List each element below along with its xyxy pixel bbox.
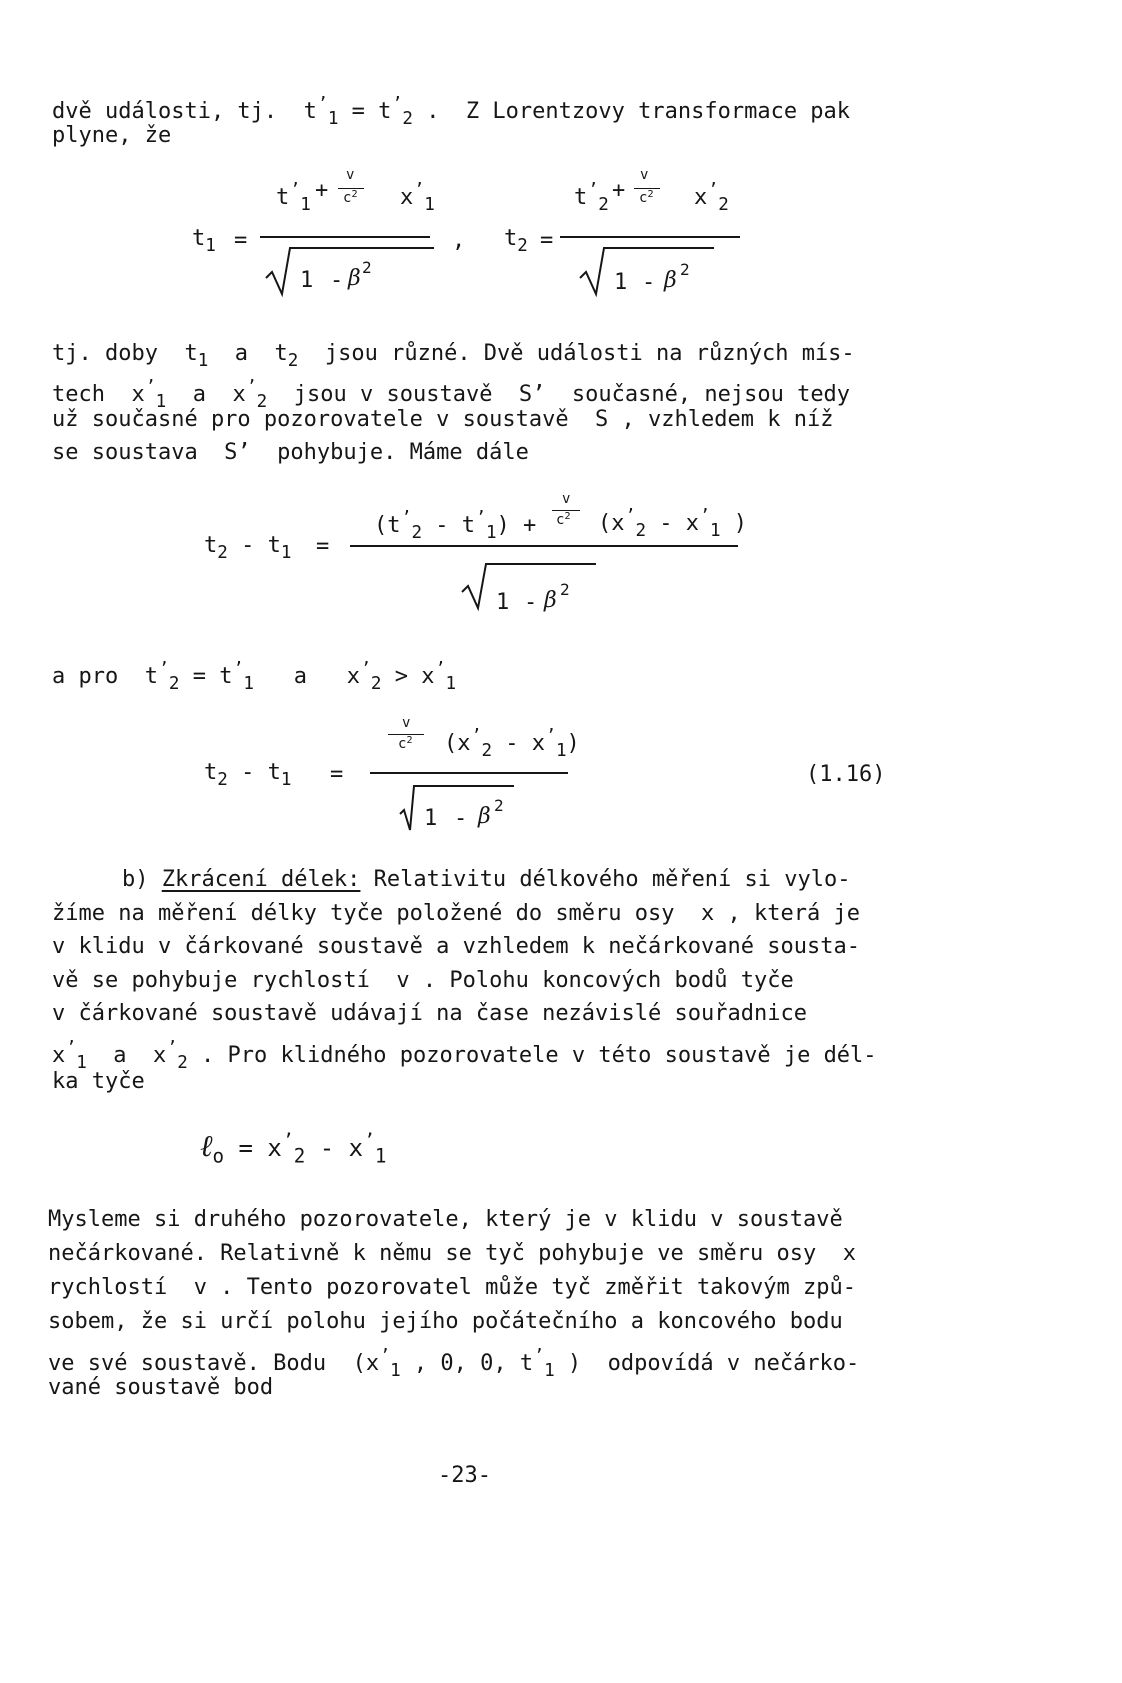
text-line: vané soustavě bod xyxy=(48,1375,274,1400)
text-line: v čárkované soustavě udávají na čase nezávislé souřadnice xyxy=(52,1001,807,1026)
section-heading: Zkrácení délek: xyxy=(161,867,361,892)
text-line: v klidu v čárkované soustavě a vzhledem k nečárkované sousta- xyxy=(52,934,860,959)
text-line: a pro $t^’_2 = t^’_1$ a $x^’_2 > x^’_1$ xyxy=(52,659,457,695)
text-line: se soustava S’ pohybuje. Máme dále xyxy=(52,440,529,465)
text-line: Mysleme si druhého pozorovatele, který je v klidu v soustavě xyxy=(48,1207,843,1232)
text-line: žíme na měření délky tyče položené do směru osy x , která je xyxy=(52,901,860,926)
page-number: -23- xyxy=(438,1463,491,1488)
text-line: dvě události, tj. $t^’_1 = t^’_2$ . Z Lorentzovy transformace pak xyxy=(52,94,851,130)
equation-number: (1.16) xyxy=(806,762,886,787)
text-line: vě se pohybuje rychlostí v . Polohu koncových bodů tyče xyxy=(52,968,794,993)
text-line: plyne, že xyxy=(52,123,172,148)
text-line: rychlostí v . Tento pozorovatel může tyč změřit takovým způ- xyxy=(48,1275,856,1300)
text-line: nečárkované. Relativně k němu se tyč pohybuje ve směru osy x xyxy=(48,1241,856,1266)
text-line: b) Zkrácení délek: Relativitu délkového měření si vylo- xyxy=(122,867,851,892)
equation-rest-length: ℓ$_o$ = $x^’_2 - x^’_1$ xyxy=(200,1129,387,1168)
text-line: už současné pro pozorovatele v soustavě S , vzhledem k níž xyxy=(52,407,834,432)
document-page: dvě události, tj. $t^’_1 = t^’_2$ . Z Lorentzovy transformace pak plyne, že $t_1$ = $t^’_1$ + v $c^2$ $x^’_1$ 1 - β 2 , $t_2$ = $t^’_2$ + v $c^2$ $x^’_2$ 1 - β 2 tj. doby $t_1$ a $t_2$ jsou různé. Dvě události na různých mís- tech $x^’_1$ a $x^’_2$ jsou v soustavě S’ současné, nejsou tedy už současné pro pozorovatele v soustavě S , vzhledem k níž se soustava S’ pohybuje. Máme dále $t_2 - t_1$ = $(t^’_2 - t^’_1)$ + v $c^2$ ($x^’_2 - x^’_1$ ) 1 - β 2 a pro $t^’_2 = t^’_1$ a $x^’_2 > x^’_1$ $t_2 - t_1$ = v $c^2$ $(x^’_2 - x^’_1)$ 1 - β 2 (1.16) b) Zkrácení délek: Relativitu délkového měření si vylo- žíme na měření délky tyče položené do směru osy x , která je v klidu v čárkované soustavě a vzhledem k nečárkované sousta- vě se pohybuje rychlostí v . Polohu koncových bodů tyče v čárkované soustavě udávají na čase nezávislé souřadnice $x^’_1$ a $x^’_2$ . Pro klidného pozorovatele v této soustavě je dél- ka tyče ℓ$_o$ = $x^’_2 - x^’_1$ Mysleme si druhého pozorovatele, který je v klidu v soustavě nečárkované. Relativně k němu se tyč pohybuje ve směru osy x rychlostí v . Tento pozorovatel může tyč změřit takovým způ- sobem, že si určí polohu jejího počátečního a koncového bodu ve své soustavě. Bodu ($x^’_1$ , 0, 0, $t^’_1$ ) odpovídá v nečárko- vané soustavě bod -23- xyxy=(0,0,1122,1683)
text-line: ve své soustavě. Bodu ($x^’_1$ , 0, 0, $t^’_1$ ) odpovídá v nečárko- xyxy=(48,1346,860,1382)
text-line: tech $x^’_1$ a $x^’_2$ jsou v soustavě S’ současné, nejsou tedy xyxy=(52,377,851,413)
text-line: sobem, že si určí polohu jejího počátečního a koncového bodu xyxy=(48,1309,843,1334)
text-line: $x^’_1$ a $x^’_2$ . Pro klidného pozorovatele v této soustavě je dél- xyxy=(52,1038,877,1074)
text-line: ka tyče xyxy=(52,1069,145,1094)
text-line: tj. doby $t_1$ a $t_2$ jsou různé. Dvě události na různých mís- xyxy=(52,341,855,372)
